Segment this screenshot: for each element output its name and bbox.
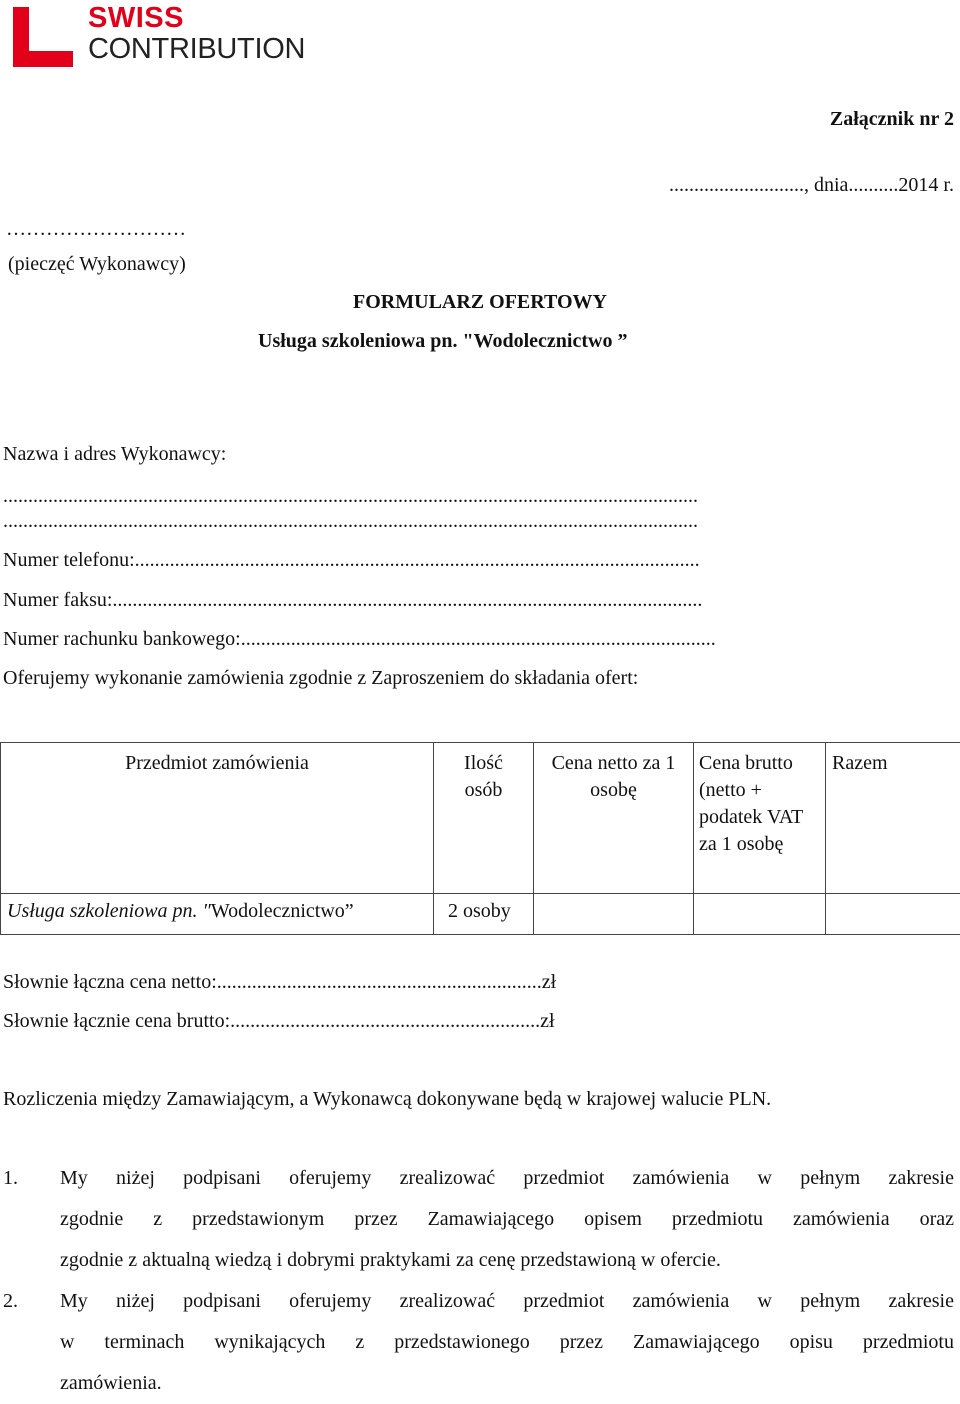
cell-gross-price[interactable] — [694, 894, 826, 935]
cell-subject-plain: Wodolecznictwo” — [211, 900, 354, 922]
gross-total-words: Słownie łącznie cena brutto:..............................................................zł — [3, 1010, 555, 1033]
logo-text-contribution: CONTRIBUTION — [88, 33, 305, 66]
logo-text-swiss: SWISS — [88, 2, 184, 35]
date-line: ..........................., dnia..........2014 r. — [669, 174, 954, 197]
table-header-row — [1, 743, 960, 894]
cell-total[interactable] — [826, 894, 960, 935]
clause-2 — [0, 1281, 954, 1404]
clause-2-line-3: zamówienia. — [60, 1363, 954, 1404]
cell-subject-italic: Usługa szkoleniowa pn. ″ — [7, 900, 211, 922]
bank-account-field: Numer rachunku bankowego:............................................................................................... — [3, 628, 955, 651]
offer-table — [0, 742, 960, 935]
cell-net-price[interactable] — [534, 894, 694, 935]
header-gross-price-label: Cena brutto (netto + podatek VAT za 1 osobę — [699, 750, 819, 858]
header-gross-price — [694, 743, 826, 894]
contractor-dots-line-1: ........................................................................................................................................... — [3, 485, 955, 508]
clause-2-number: 2. — [3, 1281, 18, 1322]
header-net-price — [534, 743, 694, 894]
phone-field: Numer telefonu:................................................................................................................. — [3, 549, 955, 572]
attachment-label: Załącznik nr 2 — [830, 108, 954, 131]
net-total-words: Słownie łączna cena netto:.................................................................zł — [3, 971, 556, 994]
header-count — [434, 743, 534, 894]
stamp-dots: ……………………… — [6, 218, 186, 241]
cell-count: 2 osoby — [434, 894, 534, 935]
form-subtitle: Usługa szkoleniowa pn. "Wodolecznictwo ” — [258, 330, 627, 353]
clause-1-line-3: zgodnie z aktualną wiedzą i dobrymi praktykami za cenę przedstawioną w ofercie. — [60, 1240, 954, 1281]
fax-field: Numer faksu:...................................................................................................................... — [3, 589, 955, 612]
clause-1-number: 1. — [3, 1158, 18, 1199]
header-count-label: Ilość osób — [454, 750, 514, 804]
clause-2-line-1: My niżej podpisani oferujemy zrealizować przedmiot zamówienia w pełnym zakresie — [60, 1281, 954, 1322]
cell-subject — [1, 894, 434, 935]
table-row — [1, 894, 960, 935]
form-title: FORMULARZ OFERTOWY — [0, 291, 960, 314]
clause-1-line-1: My niżej podpisani oferujemy zrealizować przedmiot zamówienia w pełnym zakresie — [60, 1158, 954, 1199]
clause-1 — [0, 1158, 954, 1281]
logo-mark-icon — [13, 7, 73, 67]
stamp-label: (pieczęć Wykonawcy) — [8, 253, 186, 276]
clause-1-line-2: zgodnie z przedstawionym przez Zamawiającego opisem przedmiotu zamówienia oraz — [60, 1199, 954, 1240]
contractor-name-label: Nazwa i adres Wykonawcy: — [3, 443, 226, 466]
currency-note: Rozliczenia między Zamawiającym, a Wykonawcą dokonywane będą w krajowej walucie PLN. — [3, 1088, 771, 1111]
clause-2-line-2: w terminach wynikających z przedstawionego przez Zamawiającego opisu przedmiotu — [60, 1322, 954, 1363]
header-subject: Przedmiot zamówienia — [1, 743, 434, 894]
header-net-price-label: Cena netto za 1 osobę — [539, 750, 689, 804]
header-total: Razem — [826, 743, 960, 894]
contractor-dots-line-2: ........................................................................................................................................... — [3, 510, 955, 533]
offer-intro: Oferujemy wykonanie zamówienia zgodnie z Zaproszeniem do składania ofert: — [3, 667, 638, 690]
